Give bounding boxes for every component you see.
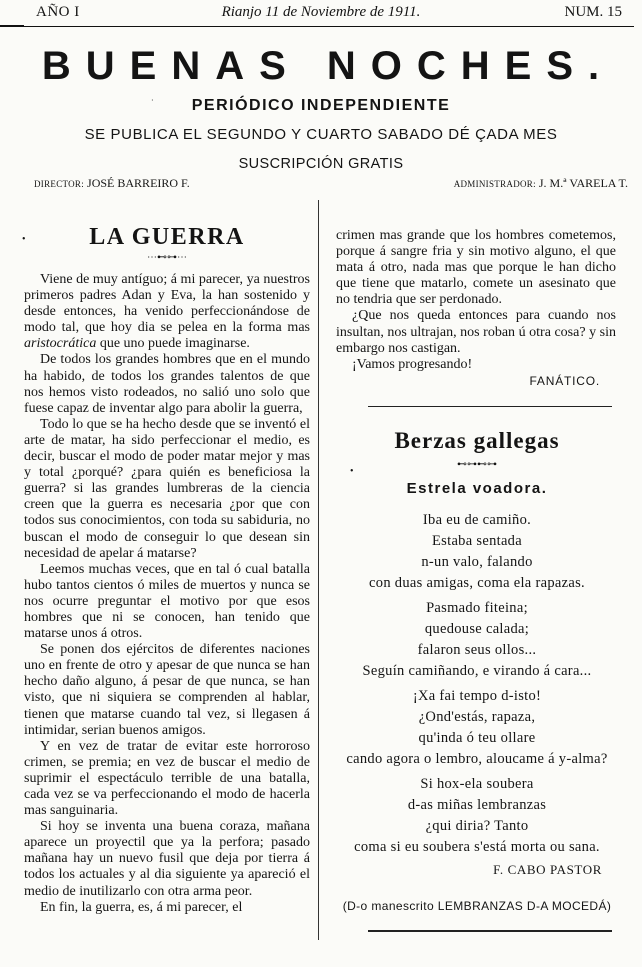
- issue-date: Rianjo 11 de Noviembre de 1911.: [221, 4, 421, 20]
- poem-title: Estrela voadora.: [406, 480, 548, 497]
- article-signature: FANÁTICO.: [529, 374, 600, 388]
- admin-label: ADMINISTRADOR:: [453, 179, 536, 189]
- verse-line: Estaba sentada: [432, 533, 522, 549]
- speck: •: [350, 466, 354, 477]
- verse-line: coma si eu soubera s'está morta ou sana.: [354, 839, 600, 855]
- admin-name: J. M.ª VARELA T.: [538, 176, 628, 190]
- paragraph: Todo lo que se ha hecho desde que se inventó el arte de matar, ha sido perfeccionar el medio, es decir, buscar el modo de poder matar mejor y mas y total ¿porqué? ¿para quién es beneficiosa la guerra? si las grandes lumbreras de la ciencia creen que la guerra es necesaria ¿por que con todos sus conocimientos, con toda su sabiduria, no buscan el modo de conseguir lo que desean sin necesidad de apelar á matarse?: [24, 416, 310, 561]
- subscription-note: SUSCRIPCIÓN GRATIS: [238, 156, 404, 172]
- publication-schedule: SE PUBLICA EL SEGUNDO Y CUARTO SABADO DÉ ÇADA MES: [84, 126, 558, 143]
- paragraph: De todos los grandes hombres que en el mundo ha habido, de todos los grandes talentos de que nos hemos visto rodeados, no salió uno solo que fuese capaz de inventar algo para abolir la guerra,: [24, 352, 310, 416]
- verse-line: con duas amigas, coma ela rapazas.: [369, 575, 585, 591]
- masthead-subtitle: PERIÓDICO INDEPENDIENTE: [191, 97, 451, 114]
- article-guerra-continued: [336, 228, 616, 373]
- verse-line: n-un valo, falando: [421, 554, 533, 570]
- director-credit: [34, 176, 190, 191]
- paragraph: Se ponen dos ejércitos de diferentes naciones uno en frente de otro y apesar de que nunca se han hecho daño alguno, á pesar de que nunca, se han visto, que ni siquiera se comprenden al hablar, tienen que matarse cuando tal vez, si llegasen á intimidar, serian buenos amigos.: [24, 642, 310, 738]
- verse-line: Iba eu de camiño.: [422, 512, 532, 528]
- article-guerra-body: [24, 272, 310, 916]
- year-volume: AÑO I: [36, 4, 80, 20]
- ornament-divider: ⊷⊶⊷⊶: [457, 459, 497, 470]
- verse-line: falaron seus ollos...: [417, 642, 537, 658]
- admin-credit: [454, 176, 628, 191]
- poem-stanza: [318, 598, 636, 682]
- section-separator: [368, 406, 612, 407]
- poem-stanza: [318, 774, 636, 858]
- verse-line: quedouse calada;: [424, 621, 530, 637]
- section-separator: [368, 930, 612, 932]
- verse-line: Pasmado fiteina;: [426, 600, 528, 616]
- paragraph: Viene de muy antíguo; á mi parecer, ya nuestros primeros padres Adan y Eva, la han sostenido y desde entonces, ha venido perfeccionándose de modo tal, que hoy dia se pelea en la forma mas aristocrática que uno puede imaginarse.: [24, 272, 310, 352]
- paragraph: Y en vez de tratar de evitar este horroroso crimen, se premia; en vez de buscar el medio de suprimir el espectáculo terrible de una batalla, cada vez se va perfeccionando el modo de hacerla mas sanguinaria.: [24, 738, 310, 819]
- director-label: DIRECTOR:: [34, 179, 85, 189]
- speck: ·: [151, 96, 154, 105]
- verse-line: d-as miñas lembranzas: [407, 797, 547, 813]
- poem-source: (D-o manescrito LEMBRANZAS D-A MOCEDÁ): [342, 899, 612, 913]
- masthead-title: BUENAS NOCHES.: [41, 44, 615, 88]
- verse-line: Si hox-ela soubera: [420, 776, 534, 792]
- paragraph: ¡Vamos progresando!: [352, 356, 473, 372]
- paragraph: crimen mas grande que los hombres cometemos, porque á sangre fria y sin motivo alguno, el que mata á otro, nada mas que porque le han dicho que tiene que matarlo, comete un asesinato que no tendria que ser perdonado.: [336, 228, 616, 308]
- header-rule: [8, 26, 634, 27]
- verse-line: qu'inda ó teu ollare: [418, 730, 536, 746]
- ornament-divider: ⋯⊷⊶⋯: [147, 252, 187, 263]
- director-name: JOSÉ BARREIRO F.: [87, 176, 190, 190]
- speck: •: [22, 234, 26, 245]
- poem-stanza: [318, 510, 636, 594]
- poem-stanza: [318, 686, 636, 770]
- section-heading-berzas: Berzas gallegas: [394, 428, 560, 453]
- verse-line: Seguín camiñando, e virando á cara...: [362, 663, 592, 679]
- verse-line: ¿qui diria? Tanto: [425, 818, 529, 834]
- paragraph: En fin, la guerra, es, á mi parecer, el: [40, 899, 243, 915]
- verse-line: ¡Xa fai tempo d-isto!: [412, 688, 542, 704]
- paragraph: Si hoy se inventa una buena coraza, mañana aparece un proyectil que ya la perfora; pasado mañana hay un nuevo fusil que deja por tierra á todos los actuales y al dia siguiente ya apareció el medio de inutilizarlo con otra arma peor.: [24, 819, 310, 899]
- verse-line: cando agora o lembro, aloucame á y-alma?: [346, 751, 608, 767]
- poem-signature: F. CABO PASTOR: [493, 862, 602, 877]
- verse-line: ¿Ond'estás, rapaza,: [418, 709, 536, 725]
- issue-number: NUM. 15: [564, 4, 622, 20]
- paragraph: ¿Que nos queda entonces para cuando nos insultan, nos ultrajan, nos roban ú otra cosa? y sin embargo nos castigan.: [336, 308, 616, 356]
- paragraph: Leemos muchas veces, que en tal ó cual batalla hubo tantos cientos ó miles de muertos y nunca se nos ocurre preguntar el motivo por que esos hombres que ni se conocen, han tenido que matarse unos á otros.: [24, 561, 310, 642]
- article-heading-guerra: LA GUERRA: [89, 224, 245, 250]
